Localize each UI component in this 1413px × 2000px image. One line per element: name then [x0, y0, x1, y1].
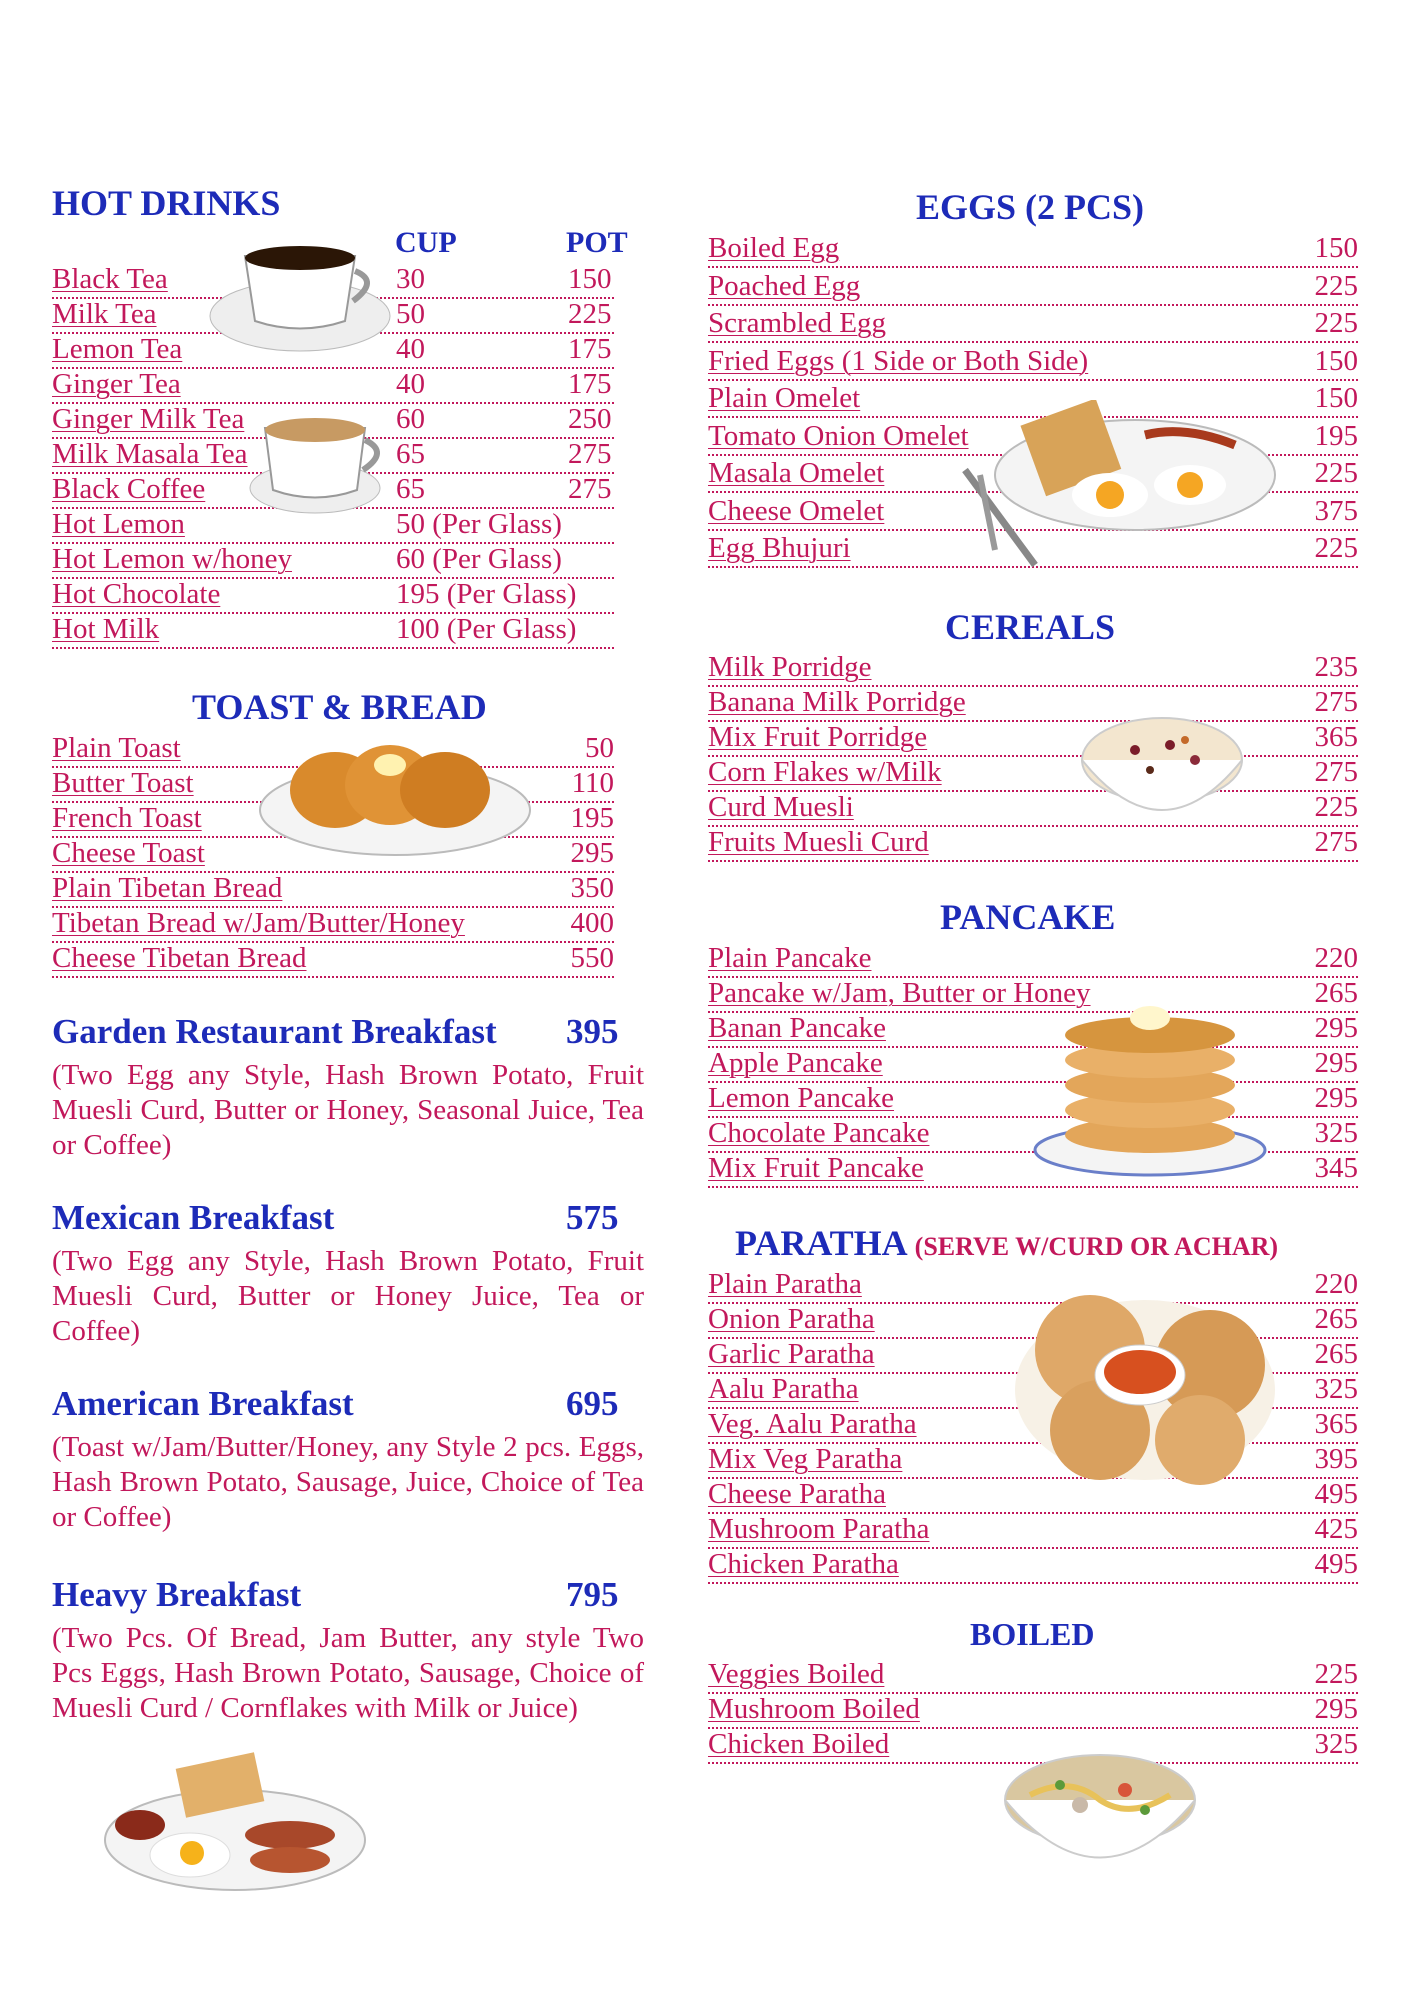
item-name: Cheese Omelet: [708, 494, 885, 527]
menu-row: [52, 367, 614, 404]
cup-price: 50 (Per Glass): [396, 508, 562, 540]
item-price: 225: [1314, 791, 1358, 823]
boiled-heading: BOILED: [970, 1616, 1095, 1652]
item-name: Cheese Paratha: [708, 1478, 886, 1510]
french-toast-plate-icon: [255, 730, 535, 860]
item-name: Onion Paratha: [708, 1303, 875, 1335]
item-name: Milk Porridge: [708, 651, 872, 683]
combo-price: 795: [566, 1575, 619, 1614]
item-price: 295: [570, 837, 614, 869]
pot-price: 175: [568, 333, 612, 365]
boiled-soup-bowl-icon: [1000, 1745, 1200, 1895]
item-name: Banana Milk Porridge: [708, 686, 966, 718]
item-price: 225: [1314, 269, 1358, 302]
item-price: 495: [1314, 1548, 1358, 1580]
combo-price: 395: [566, 1012, 619, 1051]
breakfast-plate-icon: [100, 1745, 370, 1895]
item-price: 365: [1314, 1408, 1358, 1440]
item-price: 550: [570, 942, 614, 974]
menu-row: [52, 542, 614, 579]
menu-row: [708, 720, 1358, 757]
item-name: Fried Eggs (1 Side or Both Side): [708, 344, 1089, 377]
item-price: 225: [1314, 457, 1358, 489]
item-name: Black Coffee: [52, 473, 206, 505]
item-price: 295: [1314, 1082, 1358, 1114]
coffee-cup-icon: [205, 236, 395, 356]
item-price: 275: [1314, 756, 1358, 788]
item-name: Lemon Tea: [52, 333, 183, 365]
item-name: Apple Pancake: [708, 1047, 883, 1079]
item-price: 375: [1314, 494, 1358, 527]
hot-drinks-heading: HOT DRINKS: [52, 183, 281, 223]
item-name: Banan Pancake: [708, 1012, 886, 1044]
item-name: Ginger Milk Tea: [52, 403, 245, 435]
item-name: Plain Pancake: [708, 942, 872, 974]
cereals-heading: CEREALS: [945, 607, 1116, 647]
eggs-bacon-plate-icon: [935, 400, 1285, 580]
pot-price: 225: [568, 298, 612, 330]
menu-row: [708, 231, 1358, 268]
item-price: 220: [1314, 1268, 1358, 1300]
item-name: Scrambled Egg: [708, 307, 886, 339]
item-price: 195: [1314, 419, 1358, 452]
menu-row: [708, 825, 1358, 862]
combo-description: (Two Pcs. Of Bread, Jam Butter, any style Two Pcs Eggs, Hash Brown Potato, Sausage, Choice of Muesli Curd / Cornflakes with Milk or Juice): [52, 1622, 644, 1724]
item-name: Tibetan Bread w/Jam/Butter/Honey: [52, 907, 465, 939]
item-price: 265: [1314, 1303, 1358, 1335]
item-name: Hot Lemon w/honey: [52, 543, 293, 575]
item-name: Plain Tibetan Bread: [52, 872, 283, 904]
combo-title: Heavy Breakfast: [52, 1575, 302, 1614]
item-name: Plain Omelet: [708, 382, 861, 414]
menu-row: [708, 685, 1358, 722]
item-price: 325: [1314, 1373, 1358, 1405]
eggs-heading: EGGS (2 PCS): [916, 187, 1145, 227]
menu-row: [708, 1512, 1358, 1549]
item-name: Garlic Paratha: [708, 1338, 875, 1370]
item-name: Hot Chocolate: [52, 578, 221, 610]
pot-price: 150: [568, 263, 612, 295]
combo-title: Mexican Breakfast: [52, 1198, 335, 1237]
combo-description: (Two Egg any Style, Hash Brown Potato, Fruit Muesli Curd, Butter or Honey, Seasonal Juice, Tea or Coffee): [52, 1059, 644, 1161]
item-name: Chicken Boiled: [708, 1728, 890, 1760]
cup-column-header: CUP: [395, 226, 457, 259]
item-name: Poached Egg: [708, 269, 861, 302]
item-name: Aalu Paratha: [708, 1373, 859, 1405]
pancake-heading: PANCAKE: [940, 897, 1116, 937]
item-price: 110: [571, 767, 614, 799]
combo-description: (Toast w/Jam/Butter/Honey, any Style 2 pcs. Eggs, Hash Brown Potato, Sausage, Juice, Choice of Tea or Coffee): [52, 1431, 644, 1533]
combo-title: American Breakfast: [52, 1384, 354, 1423]
paratha-note: (SERVE W/CURD OR ACHAR): [914, 1232, 1279, 1261]
item-price: 325: [1314, 1728, 1358, 1760]
item-name: Hot Milk: [52, 613, 160, 645]
item-name: Chicken Paratha: [708, 1548, 899, 1580]
menu-row: [708, 344, 1358, 381]
item-price: 350: [570, 872, 614, 904]
paratha-heading: [735, 1222, 1278, 1264]
item-price: 325: [1314, 1117, 1358, 1149]
pot-column-header: POT: [566, 226, 628, 259]
item-name: Corn Flakes w/Milk: [708, 756, 942, 788]
menu-row: [52, 577, 614, 614]
item-name: Mix Veg Paratha: [708, 1443, 903, 1475]
pot-price: 175: [568, 368, 612, 400]
paratha-title: PARATHA: [735, 1223, 906, 1263]
item-name: Mix Fruit Porridge: [708, 721, 928, 753]
pot-price: 275: [568, 438, 612, 470]
item-name: Cheese Toast: [52, 837, 205, 869]
item-name: Fruits Muesli Curd: [708, 826, 929, 858]
item-price: 265: [1314, 1338, 1358, 1370]
porridge-bowl-icon: [1075, 700, 1250, 850]
item-name: French Toast: [52, 802, 202, 834]
item-name: Ginger Tea: [52, 368, 181, 400]
item-name: Milk Masala Tea: [52, 438, 248, 470]
cup-price: 40: [396, 333, 425, 365]
menu-row: [708, 650, 1358, 687]
item-price: 275: [1314, 686, 1358, 718]
menu-row: [708, 790, 1358, 827]
item-price: 265: [1314, 977, 1358, 1009]
item-price: 195: [570, 802, 614, 834]
item-price: 150: [1314, 344, 1358, 377]
item-price: 495: [1314, 1478, 1358, 1510]
menu-row: [708, 306, 1358, 343]
milk-tea-cup-icon: [245, 410, 395, 515]
item-name: Hot Lemon: [52, 508, 185, 540]
cup-price: 40: [396, 368, 425, 400]
item-price: 295: [1314, 1693, 1358, 1725]
item-price: 225: [1314, 532, 1358, 564]
menu-row: [708, 1657, 1358, 1694]
item-price: 150: [1314, 382, 1358, 414]
item-name: Mushroom Boiled: [708, 1693, 920, 1725]
item-price: 225: [1314, 307, 1358, 339]
item-name: Veg. Aalu Paratha: [708, 1408, 917, 1440]
item-price: 395: [1314, 1443, 1358, 1475]
item-name: Masala Omelet: [708, 457, 885, 489]
item-price: 425: [1314, 1513, 1358, 1545]
paratha-plate-icon: [1010, 1280, 1280, 1490]
menu-row: [708, 1547, 1358, 1584]
menu-row: [52, 941, 614, 978]
menu-row: [708, 269, 1358, 306]
pot-price: 275: [568, 473, 612, 505]
item-name: Veggies Boiled: [708, 1658, 885, 1690]
pancake-stack-icon: [1030, 990, 1270, 1180]
item-name: Mix Fruit Pancake: [708, 1152, 924, 1184]
combo-price: 695: [566, 1384, 619, 1423]
cup-price: 65: [396, 438, 425, 470]
menu-row: [52, 612, 614, 649]
item-name: Milk Tea: [52, 298, 157, 330]
item-name: Plain Paratha: [708, 1268, 862, 1300]
item-price: 225: [1314, 1658, 1358, 1690]
item-name: Tomato Onion Omelet: [708, 419, 969, 452]
item-name: Chocolate Pancake: [708, 1117, 930, 1149]
menu-row: [52, 871, 614, 908]
cup-price: 60 (Per Glass): [396, 543, 562, 575]
cup-price: 195 (Per Glass): [396, 578, 577, 610]
item-name: Black Tea: [52, 263, 168, 295]
item-name: Egg Bhujuri: [708, 532, 851, 564]
item-name: Pancake w/Jam, Butter or Honey: [708, 977, 1091, 1009]
combo-description: (Two Egg any Style, Hash Brown Potato, Fruit Muesli Curd, Butter or Honey Juice, Tea or Coffee): [52, 1245, 644, 1347]
item-price: 295: [1314, 1047, 1358, 1079]
menu-row: [52, 906, 614, 943]
cup-price: 100 (Per Glass): [396, 613, 577, 645]
item-price: 235: [1314, 651, 1358, 683]
cup-price: 65: [396, 473, 425, 505]
cup-price: 60: [396, 403, 425, 435]
cup-price: 30: [396, 263, 425, 295]
item-price: 345: [1314, 1152, 1358, 1184]
combo-title: Garden Restaurant Breakfast: [52, 1012, 497, 1051]
item-name: Cheese Tibetan Bread: [52, 942, 307, 974]
combo-price: 575: [566, 1198, 619, 1237]
item-price: 275: [1314, 826, 1358, 858]
menu-row: [708, 941, 1358, 978]
item-name: Curd Muesli: [708, 791, 854, 823]
item-name: Lemon Pancake: [708, 1082, 895, 1114]
item-price: 295: [1314, 1012, 1358, 1044]
item-name: Plain Toast: [52, 732, 181, 764]
item-price: 365: [1314, 721, 1358, 753]
item-name: Butter Toast: [52, 767, 194, 799]
item-price: 220: [1314, 942, 1358, 974]
item-price: 50: [585, 732, 614, 764]
item-price: 400: [570, 907, 614, 939]
toast-bread-heading: TOAST & BREAD: [192, 687, 487, 727]
item-name: Mushroom Paratha: [708, 1513, 930, 1545]
menu-row: [708, 755, 1358, 792]
item-name: Boiled Egg: [708, 232, 840, 264]
menu-row: [708, 1692, 1358, 1729]
pot-price: 250: [568, 403, 612, 435]
cup-price: 50: [396, 298, 425, 330]
item-price: 150: [1314, 232, 1358, 264]
